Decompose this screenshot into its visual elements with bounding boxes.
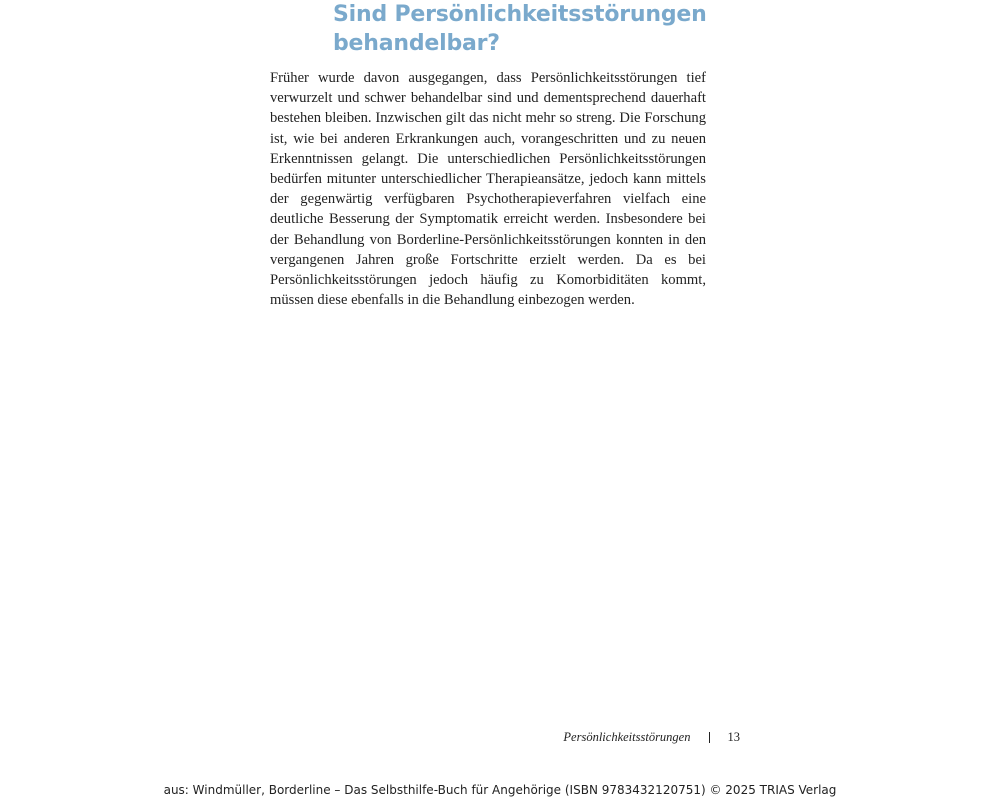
section-heading-line-1: Sind Persönlichkeitsstörungen	[333, 2, 707, 27]
page-footer	[520, 730, 740, 745]
footer-separator	[709, 732, 710, 743]
running-title: Persönlichkeitsstörungen	[563, 730, 691, 744]
source-citation: aus: Windmüller, Borderline – Das Selbsthilfe-Buch für Angehörige (ISBN 9783432120751) © 2025 TRIAS Verlag	[163, 783, 837, 797]
page-number: 13	[727, 730, 740, 744]
body-paragraph: Früher wurde davon ausgegangen, dass Persönlichkeitsstörungen tief verwurzelt und schwer behandelbar sind und dementsprechend dauerhaft bestehen bleiben. Inzwischen gilt das nicht mehr so streng. Die Forschung ist, wie bei anderen Erkrankungen auch, vorangeschritten und zu neuen Erkenntnissen gelangt. Die unterschiedlichen Persönlichkeitsstörungen bedürfen mitunter unterschiedlicher Therapieansätze, jedoch kann mittels der gegenwärtig verfügbaren Psychotherapieverfahren vielfach eine deutliche Besserung der Symptomatik erreicht werden. Insbesondere bei der Behandlung von Borderline-Persönlichkeitsstörungen konnten in den vergangenen Jahren große Fortschritte erzielt werden. Da es bei Persönlichkeitsstörungen jedoch häufig zu Komorbiditäten kommt, müssen diese ebenfalls in die Behandlung einbezogen werden.	[270, 70, 706, 309]
section-heading-line-2: behandelbar?	[333, 31, 500, 56]
section-heading	[333, 0, 753, 58]
